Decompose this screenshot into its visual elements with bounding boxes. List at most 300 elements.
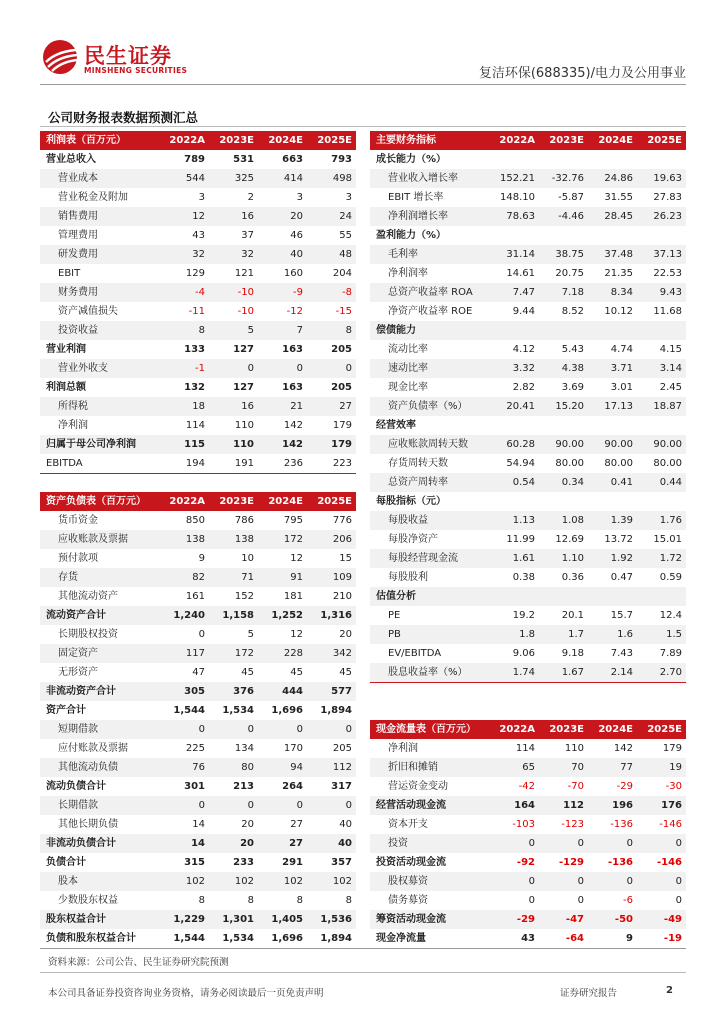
- year-header-cell: 2024E: [258, 131, 307, 150]
- row-label: 应收账款及票据: [40, 530, 160, 549]
- row-label: 归属于母公司净利润: [40, 435, 160, 454]
- row-label: EV/EBITDA: [388, 648, 442, 659]
- year-header-cell: 2022A: [490, 720, 539, 739]
- value-cell: 1,229: [160, 910, 209, 929]
- value-cell: 45: [339, 667, 352, 678]
- table-row: [40, 891, 356, 910]
- value-cell: 0: [209, 796, 258, 815]
- value-cell: 10.12: [604, 306, 633, 317]
- table-row: [40, 511, 356, 530]
- value-cell: 26.23: [637, 207, 686, 226]
- row-label: 投资活动现金流: [376, 857, 446, 868]
- table-row: [40, 321, 356, 340]
- value-cell: 170: [283, 743, 303, 754]
- value-cell: 164: [490, 796, 539, 815]
- value-cell: 18.87: [637, 397, 686, 416]
- source-divider: [40, 948, 686, 949]
- row-label: 非流动负债合计: [40, 834, 160, 853]
- table-row: [370, 891, 686, 910]
- value-cell: 160: [283, 268, 303, 279]
- table-row: [40, 777, 356, 796]
- table-row: [40, 853, 356, 872]
- value-cell: 90.00: [539, 435, 588, 454]
- value-cell: 27.83: [653, 192, 682, 203]
- value-cell: 1.76: [637, 511, 686, 530]
- value-cell: 172: [258, 530, 307, 549]
- table-row: [40, 587, 356, 606]
- value-cell: 0: [588, 872, 637, 891]
- value-cell: -136: [610, 819, 633, 830]
- row-label: 应付账款及票据: [58, 743, 128, 754]
- value-cell: 1,240: [160, 606, 209, 625]
- value-cell: [490, 226, 539, 245]
- value-cell: 46: [290, 230, 303, 241]
- value-cell: 1,696: [271, 705, 303, 716]
- value-cell: 3: [296, 192, 303, 203]
- row-label: 流动资产合计: [40, 606, 160, 625]
- value-cell: 8: [198, 895, 205, 906]
- value-cell: 12.4: [659, 610, 682, 621]
- value-cell: 1,544: [173, 705, 205, 716]
- value-cell: 1.72: [637, 549, 686, 568]
- row-label: 长期借款: [40, 796, 160, 815]
- row-label: 存货周转天数: [388, 458, 448, 469]
- table-row: [370, 188, 686, 207]
- value-cell: 291: [282, 857, 303, 868]
- row-label: 固定资产: [40, 644, 160, 663]
- year-header-cell: 2025E: [637, 131, 686, 150]
- table-row: [40, 397, 356, 416]
- row-label: EBITDA: [40, 454, 160, 474]
- value-cell: 114: [185, 420, 205, 431]
- row-label: 营运资金变动: [388, 781, 448, 792]
- value-cell: 3.14: [637, 359, 686, 378]
- value-cell: [588, 492, 637, 511]
- table-row: [40, 169, 356, 188]
- table-row: [40, 435, 356, 454]
- value-cell: 213: [233, 781, 254, 792]
- value-cell: 117: [160, 644, 209, 663]
- table-row: [370, 492, 686, 511]
- value-cell: -50: [588, 910, 637, 929]
- row-label: 营业成本: [40, 169, 160, 188]
- header-divider: [40, 84, 686, 85]
- table-row: [40, 872, 356, 891]
- table-row: [40, 454, 356, 474]
- value-cell: 544: [160, 169, 209, 188]
- value-cell: -42: [518, 781, 535, 792]
- table-row: [370, 302, 686, 321]
- table-row: [370, 226, 686, 245]
- value-cell: 78.63: [490, 207, 539, 226]
- value-cell: 0: [577, 895, 584, 906]
- value-cell: 0: [258, 796, 307, 815]
- value-cell: 4.38: [539, 359, 588, 378]
- value-cell: 0.47: [610, 572, 633, 583]
- table-row: [370, 777, 686, 796]
- logo-english-name: MINSHENG SECURITIES: [84, 66, 188, 75]
- value-cell: [637, 416, 686, 435]
- value-cell: 9: [198, 553, 205, 564]
- row-label: 营业税金及附加: [58, 192, 128, 203]
- table-title-cell: 现金流量表（百万元）: [370, 720, 490, 739]
- value-cell: 20: [209, 834, 258, 853]
- value-cell: 2.45: [659, 382, 682, 393]
- table-row: [370, 283, 686, 302]
- value-cell: 90.00: [637, 435, 686, 454]
- value-cell: 0: [160, 796, 209, 815]
- key-financial-ratios-table: [370, 131, 686, 683]
- value-cell: 102: [258, 872, 307, 891]
- value-cell: 233: [233, 857, 254, 868]
- value-cell: 32: [209, 245, 258, 264]
- value-cell: 0: [637, 872, 686, 891]
- value-cell: 114: [515, 743, 535, 754]
- value-cell: 0: [307, 359, 356, 378]
- value-cell: 80.00: [604, 458, 633, 469]
- value-cell: 37.13: [637, 245, 686, 264]
- value-cell: -70: [567, 781, 584, 792]
- table-row: [40, 796, 356, 815]
- value-cell: 134: [234, 743, 254, 754]
- value-cell: 191: [209, 454, 258, 474]
- value-cell: 7.89: [659, 648, 682, 659]
- table-row: [40, 663, 356, 682]
- row-label: 毛利率: [370, 245, 490, 264]
- value-cell: 47: [192, 667, 205, 678]
- value-cell: 2.14: [588, 663, 637, 683]
- value-cell: 1.8: [490, 625, 539, 644]
- value-cell: 21: [258, 397, 307, 416]
- value-cell: -12: [286, 306, 303, 317]
- table-row: [370, 511, 686, 530]
- value-cell: 179: [332, 420, 352, 431]
- value-cell: 163: [282, 344, 303, 355]
- table-row: [370, 264, 686, 283]
- table-row: [40, 568, 356, 587]
- value-cell: 45: [290, 667, 303, 678]
- table-row: [40, 359, 356, 378]
- row-label: 每股经营现金流: [370, 549, 490, 568]
- value-cell: 142: [283, 420, 303, 431]
- value-cell: 12: [290, 553, 303, 564]
- row-label: 货币资金: [58, 515, 98, 526]
- value-cell: 3: [345, 192, 352, 203]
- row-label: 营业外收支: [40, 359, 160, 378]
- value-cell: 1.6: [588, 625, 637, 644]
- value-cell: 38.75: [539, 245, 588, 264]
- value-cell: 205: [332, 743, 352, 754]
- value-cell: 1.08: [539, 511, 588, 530]
- value-cell: 76: [160, 758, 209, 777]
- value-cell: 4.74: [610, 344, 633, 355]
- value-cell: 444: [258, 682, 307, 701]
- value-cell: 1.74: [490, 663, 539, 683]
- year-header-cell: 2025E: [307, 492, 356, 511]
- value-cell: 27: [258, 834, 307, 853]
- value-cell: 342: [307, 644, 356, 663]
- value-cell: 1,534: [209, 929, 258, 949]
- value-cell: 43: [490, 929, 539, 949]
- row-label: 长期股权投资: [58, 629, 118, 640]
- value-cell: 1,316: [307, 606, 356, 625]
- value-cell: 15.7: [610, 610, 633, 621]
- row-label: 财务费用: [40, 283, 160, 302]
- table-row: [370, 340, 686, 359]
- row-label: 折旧和摊销: [370, 758, 490, 777]
- value-cell: 138: [160, 530, 209, 549]
- value-cell: -11: [188, 306, 205, 317]
- table-row: [370, 359, 686, 378]
- table-row: [40, 701, 356, 720]
- row-label: 资产减值损失: [58, 306, 118, 317]
- value-cell: -4: [160, 283, 209, 302]
- value-cell: 16: [209, 397, 258, 416]
- value-cell: 8.52: [561, 306, 584, 317]
- value-cell: [539, 587, 588, 606]
- value-cell: 315: [184, 857, 205, 868]
- row-label: PB: [370, 625, 490, 644]
- row-label: 经营活动现金流: [370, 796, 490, 815]
- table-row: [370, 815, 686, 834]
- value-cell: 91: [258, 568, 307, 587]
- value-cell: 196: [588, 796, 637, 815]
- value-cell: [490, 587, 539, 606]
- value-cell: 80: [209, 758, 258, 777]
- value-cell: -32.76: [539, 169, 588, 188]
- row-label: 资产负债率（%）: [370, 397, 490, 416]
- value-cell: 0: [528, 895, 535, 906]
- value-cell: 65: [490, 758, 539, 777]
- value-cell: 15: [339, 553, 352, 564]
- row-label: 管理费用: [58, 230, 98, 241]
- value-cell: 80.00: [555, 458, 584, 469]
- data-source-note: 资料来源：公司公告、民生证券研究院预测: [48, 957, 229, 968]
- table-row: [40, 264, 356, 283]
- row-label: 所得税: [40, 397, 160, 416]
- value-cell: [637, 321, 686, 340]
- value-cell: 11.68: [653, 306, 682, 317]
- row-label: 预付款项: [58, 553, 98, 564]
- value-cell: 9.06: [512, 648, 535, 659]
- value-cell: 19.2: [512, 610, 535, 621]
- row-label: 其他长期负债: [58, 819, 118, 830]
- value-cell: 31.55: [604, 192, 633, 203]
- table-row: [370, 378, 686, 397]
- value-cell: 577: [307, 682, 356, 701]
- row-label: 净利润增长率: [370, 207, 490, 226]
- value-cell: [490, 416, 539, 435]
- value-cell: 18: [160, 397, 209, 416]
- value-cell: [490, 150, 539, 169]
- value-cell: 152: [234, 591, 254, 602]
- table-header-row: [40, 492, 356, 511]
- value-cell: 2: [247, 192, 254, 203]
- row-label: 股东权益合计: [40, 910, 160, 929]
- value-cell: 127: [233, 382, 254, 393]
- year-header-cell: 2022A: [490, 131, 539, 150]
- value-cell: 0: [490, 872, 539, 891]
- value-cell: 776: [332, 515, 352, 526]
- table-row: [370, 644, 686, 663]
- value-cell: 94: [258, 758, 307, 777]
- value-cell: 5: [209, 321, 258, 340]
- row-label: 盈利能力（%）: [376, 230, 447, 241]
- value-cell: -92: [516, 857, 535, 868]
- value-cell: 31.14: [490, 245, 539, 264]
- value-cell: 40: [339, 819, 352, 830]
- table-row: [40, 720, 356, 739]
- row-label: 流动比率: [388, 344, 428, 355]
- value-cell: 8: [247, 895, 254, 906]
- row-label: 净利润: [58, 420, 88, 431]
- value-cell: -19: [637, 929, 686, 949]
- table-row: [40, 207, 356, 226]
- row-label: 现金净流量: [370, 929, 490, 949]
- report-subject: 复洁环保(688335)/电力及公用事业: [478, 66, 686, 81]
- value-cell: 789: [184, 154, 205, 165]
- table-row: [40, 150, 356, 169]
- value-cell: -103: [512, 819, 535, 830]
- table-row: [370, 910, 686, 929]
- table-row: [370, 625, 686, 644]
- value-cell: 206: [307, 530, 356, 549]
- value-cell: 0: [307, 720, 356, 739]
- value-cell: 12: [160, 207, 209, 226]
- value-cell: 228: [258, 644, 307, 663]
- row-label: EBIT 增长率: [388, 192, 444, 203]
- table-row: [370, 929, 686, 949]
- value-cell: 317: [331, 781, 352, 792]
- value-cell: 109: [307, 568, 356, 587]
- value-cell: 16: [209, 207, 258, 226]
- row-label: EBIT: [58, 268, 81, 279]
- row-label: 投资: [370, 834, 490, 853]
- row-label: 股本: [40, 872, 160, 891]
- value-cell: 3.69: [561, 382, 584, 393]
- value-cell: 17.13: [588, 397, 637, 416]
- value-cell: 15.01: [653, 534, 682, 545]
- value-cell: 1.67: [539, 663, 588, 683]
- value-cell: 3.32: [490, 359, 539, 378]
- value-cell: 148.10: [500, 192, 535, 203]
- value-cell: [588, 416, 637, 435]
- value-cell: 22.53: [653, 268, 682, 279]
- value-cell: 24: [307, 207, 356, 226]
- value-cell: 1,696: [258, 929, 307, 949]
- value-cell: 80.00: [653, 458, 682, 469]
- row-label: 负债和股东权益合计: [40, 929, 160, 949]
- value-cell: 1.5: [637, 625, 686, 644]
- section-title-divider: [40, 126, 686, 127]
- table-row: [40, 815, 356, 834]
- row-label: 其他流动负债: [40, 758, 160, 777]
- value-cell: 138: [209, 530, 258, 549]
- table-row: [40, 758, 356, 777]
- value-cell: 305: [160, 682, 209, 701]
- row-label: 存货: [40, 568, 160, 587]
- value-cell: 11.99: [506, 534, 535, 545]
- value-cell: 77: [588, 758, 637, 777]
- value-cell: 27: [290, 819, 303, 830]
- value-cell: 110: [209, 435, 258, 454]
- table-row: [40, 416, 356, 435]
- value-cell: 20: [241, 819, 254, 830]
- value-cell: 43: [192, 230, 205, 241]
- table-row: [370, 454, 686, 473]
- value-cell: 37: [241, 230, 254, 241]
- value-cell: -5.87: [558, 192, 584, 203]
- value-cell: -9: [258, 283, 307, 302]
- minsheng-logo-icon: [40, 38, 80, 76]
- value-cell: 0: [307, 796, 356, 815]
- value-cell: 142: [613, 743, 633, 754]
- value-cell: 21.35: [604, 268, 633, 279]
- row-label: 估值分析: [370, 587, 490, 606]
- row-label: 资产合计: [46, 705, 86, 716]
- table-header-row: [370, 720, 686, 739]
- value-cell: 24.86: [588, 169, 637, 188]
- table-row: [370, 568, 686, 587]
- value-cell: -30: [665, 781, 682, 792]
- row-label: 股权募资: [370, 872, 490, 891]
- table-row: [40, 834, 356, 853]
- value-cell: 20: [339, 629, 352, 640]
- value-cell: 9: [588, 929, 637, 949]
- value-cell: 0: [588, 834, 637, 853]
- value-cell: 0.34: [539, 473, 588, 492]
- table-row: [370, 435, 686, 454]
- value-cell: 112: [307, 758, 356, 777]
- value-cell: 414: [258, 169, 307, 188]
- value-cell: 129: [185, 268, 205, 279]
- row-label: 短期借款: [40, 720, 160, 739]
- value-cell: -1: [160, 359, 209, 378]
- value-cell: 850: [185, 515, 205, 526]
- value-cell: 37.48: [588, 245, 637, 264]
- value-cell: 142: [258, 435, 307, 454]
- value-cell: [539, 492, 588, 511]
- value-cell: 9.18: [561, 648, 584, 659]
- value-cell: 0.38: [512, 572, 535, 583]
- value-cell: 1.13: [490, 511, 539, 530]
- value-cell: 8.34: [588, 283, 637, 302]
- value-cell: 32: [160, 245, 209, 264]
- row-label: 总资产周转率: [370, 473, 490, 492]
- year-header-cell: 2024E: [588, 720, 637, 739]
- value-cell: 20.1: [561, 610, 584, 621]
- value-cell: 1,894: [320, 705, 352, 716]
- table-row: [370, 473, 686, 492]
- value-cell: [588, 321, 637, 340]
- value-cell: [539, 226, 588, 245]
- value-cell: 179: [307, 435, 356, 454]
- row-label: 投资收益: [40, 321, 160, 340]
- value-cell: 0.41: [588, 473, 637, 492]
- row-label: 债务募资: [388, 895, 428, 906]
- year-header-cell: 2024E: [588, 131, 637, 150]
- year-header-cell: 2022A: [160, 131, 209, 150]
- value-cell: 0: [539, 834, 588, 853]
- row-label: 营业利润: [46, 344, 86, 355]
- row-label: PE: [388, 610, 401, 621]
- value-cell: [637, 226, 686, 245]
- value-cell: 9.44: [512, 306, 535, 317]
- value-cell: 181: [283, 591, 303, 602]
- row-label: 利润总额: [46, 382, 86, 393]
- value-cell: 225: [185, 743, 205, 754]
- table-row: [40, 929, 356, 949]
